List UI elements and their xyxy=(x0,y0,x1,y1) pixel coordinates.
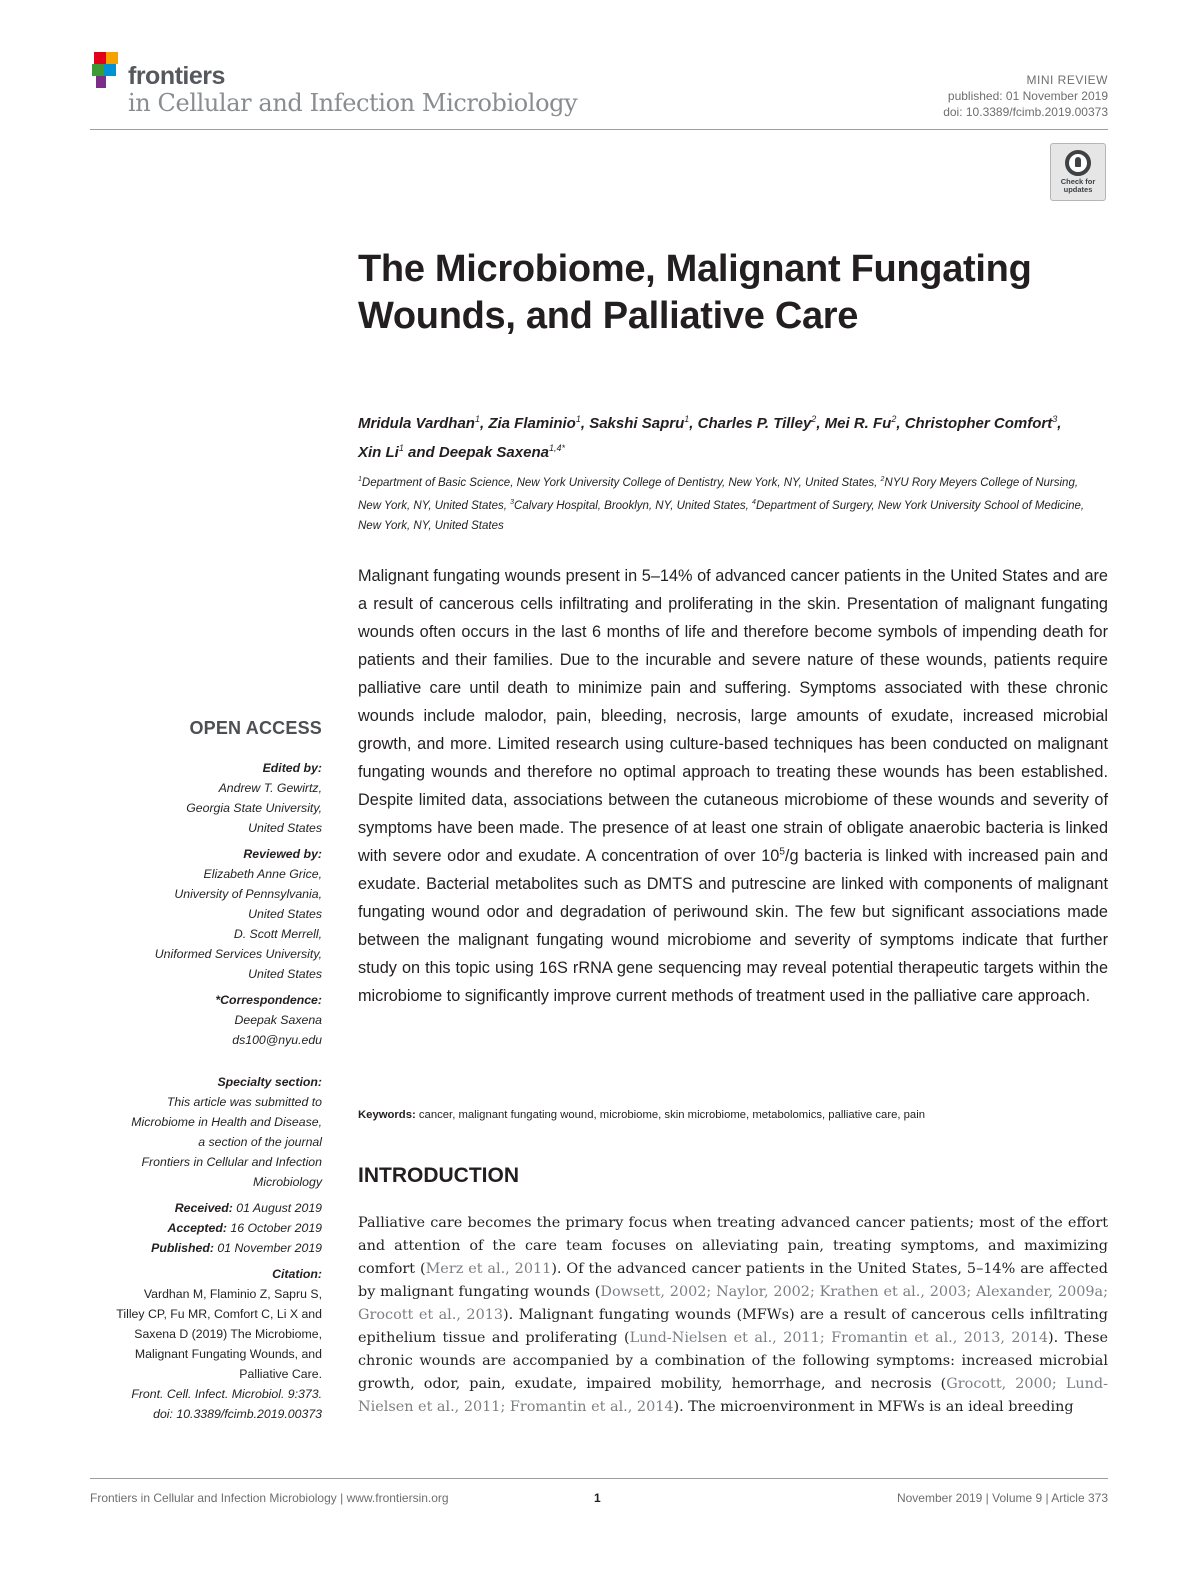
editor-country: United States xyxy=(248,821,322,835)
author-affiliation-mark: 1 xyxy=(684,414,690,424)
intro-text: ). The microenvironment in MFWs is an ideal breeding xyxy=(673,1399,1074,1415)
citation-journal: Front. Cell. Infect. Microbiol. 9:373. xyxy=(131,1387,322,1401)
specialty-line: Microbiome in Health and Disease, xyxy=(131,1115,322,1129)
author-name[interactable]: Christopher Comfort xyxy=(904,415,1053,432)
footer-issue: November 2019 | Volume 9 | Article 373 xyxy=(896,1491,1108,1505)
check-updates-icon xyxy=(1065,150,1091,176)
frontiers-logo-icon xyxy=(88,48,128,92)
article-meta xyxy=(943,72,1108,120)
affiliation-number: 4 xyxy=(752,498,756,506)
affiliation-text: Department of Basic Science, New York University College of Dentistry, New York, NY, United States, xyxy=(361,476,881,489)
specialty-section-label: Specialty section: xyxy=(217,1075,322,1089)
citation-link[interactable]: Dowsett, 2002; Naylor, 2002; Krathen et al., 2003; Alexander, 2009a; Grocott et al., 2013 xyxy=(358,1284,1108,1323)
author-affiliation-mark: 1 xyxy=(398,443,404,453)
reviewer-affiliation: Uniformed Services University, xyxy=(154,947,322,961)
correspondence-label: *Correspondence: xyxy=(215,993,322,1007)
intro-text: ). Of the advanced cancer patients in the United States, 5–14% are affected by malignant fungating wounds ( xyxy=(358,1261,1108,1300)
reviewer-country: United States xyxy=(248,967,322,981)
footer-journal: Frontiers in Cellular and Infection Microbiology | www.frontiersin.org xyxy=(90,1491,449,1505)
specialty-line: This article was submitted to xyxy=(166,1095,322,1109)
citation-link[interactable]: Grocott, 2000; Lund-Nielsen et al., 2011; Fromantin et al., 2014 xyxy=(358,1376,1108,1415)
open-access-label: OPEN ACCESS xyxy=(189,718,322,738)
published-label: Published: xyxy=(151,1241,214,1255)
specialty-line: a section of the journal xyxy=(198,1135,322,1149)
header-rule xyxy=(90,129,1108,130)
affiliations xyxy=(358,470,1098,536)
affiliation-number: 1 xyxy=(358,476,362,483)
article-type: MINI REVIEW xyxy=(1026,73,1108,87)
check-for-updates-button[interactable] xyxy=(1050,143,1106,201)
section-heading-introduction: INTRODUCTION xyxy=(358,1164,519,1187)
citation-link[interactable]: Merz et al., 2011 xyxy=(425,1261,552,1277)
author-name[interactable]: Charles P. Tilley xyxy=(697,415,812,432)
citation-line: Malignant Fungating Wounds, and xyxy=(134,1347,322,1361)
published-date: published: 01 November 2019 xyxy=(947,89,1108,103)
specialty-line: Frontiers in Cellular and Infection xyxy=(141,1155,322,1169)
citation-line: Tilley CP, Fu MR, Comfort C, Li X and xyxy=(116,1307,322,1321)
affiliation-text: Calvary Hospital, Brooklyn, NY, United States, xyxy=(514,499,753,512)
author-list: Mridula Vardhan$^1$, Zia Flaminio$^1$, Sakshi Sapru$^1$, Charles P. Tilley$^2$, Mei R. Fu$^2$, Christopher Comfort$^3$, Xin Li$^1$ and Deepak Saxena$^{1,4*}$ xyxy=(358,414,1062,461)
affiliation-text: Department of Surgery, New York University School of Medicine, New York, NY, United States xyxy=(358,499,1085,532)
intro-text: Palliative care becomes the primary focus when treating advanced cancer patients; most of the effort and attention of the care team focuses on alleviating pain, treating symptoms, and maximizing comfort ( xyxy=(358,1215,1108,1277)
keywords xyxy=(358,1109,1118,1121)
reviewer-name: D. Scott Merrell, xyxy=(233,927,322,941)
keywords-label: Keywords: xyxy=(358,1109,416,1121)
specialty-line: Microbiology xyxy=(252,1175,322,1189)
journal-name: in Cellular and Infection Microbiology xyxy=(128,89,578,117)
accepted-date-row xyxy=(80,1218,322,1238)
introduction-paragraph xyxy=(358,1212,1108,1442)
author-name[interactable]: Deepak Saxena xyxy=(438,444,549,461)
intro-text: ). Malignant fungating wounds (MFWs) are a result of cancerous cells infiltrating epithelium tissue and proliferating ( xyxy=(358,1307,1108,1346)
author-name[interactable]: Sakshi Sapru xyxy=(589,415,685,432)
footer-rule xyxy=(90,1478,1108,1479)
editor-name: Andrew T. Gewirtz, xyxy=(218,781,322,795)
page-number: 1 xyxy=(594,1491,601,1505)
abstract-exponent: 5 xyxy=(779,846,785,858)
edited-by-label: Edited by: xyxy=(262,761,322,775)
correspondence-name: Deepak Saxena xyxy=(234,1013,322,1027)
citation-line: Saxena D (2019) The Microbiome, xyxy=(134,1327,322,1341)
author-affiliation-mark: 1 xyxy=(474,414,480,424)
keywords-list: cancer, malignant fungating wound, microbiome, skin microbiome, metabolomics, palliative care, pain xyxy=(418,1109,925,1121)
published-date-value: 01 November 2019 xyxy=(217,1241,322,1255)
brand-name: frontiers xyxy=(128,62,225,90)
author-name[interactable]: Xin Li xyxy=(358,444,399,461)
reviewed-by-label: Reviewed by: xyxy=(243,847,322,861)
author-affiliation-mark: 1 xyxy=(575,414,581,424)
author-affiliation-mark: 1,4* xyxy=(548,443,565,453)
reviewer-affiliation: University of Pennsylvania, xyxy=(174,887,322,901)
citation-label: Citation: xyxy=(272,1267,322,1281)
correspondence-email[interactable]: ds100@nyu.edu xyxy=(232,1033,322,1047)
article-info-sidebar xyxy=(80,718,322,1424)
received-label: Received: xyxy=(174,1201,233,1215)
citation-line: Palliative Care. xyxy=(239,1367,322,1381)
citation-line: Vardhan M, Flaminio Z, Sapru S, xyxy=(143,1287,322,1301)
citation-link[interactable]: Lund-Nielsen et al., 2011; Fromantin et al., 2013, 2014 xyxy=(629,1330,1049,1346)
affiliation-number: 2 xyxy=(880,476,885,483)
intro-text: ). These chronic wounds are accompanied by a combination of the following symptoms: increased microbial growth, odor, pain, exudate, impaired mobility, hemorrhage, and necrosis ( xyxy=(358,1330,1108,1392)
abstract-text: Malignant fungating wounds present in 5–14% of advanced cancer patients in the United States and are a result of cancerous cells infiltrating and proliferating in the skin. Presentation of malignant fungating wounds often occurs in the last 6 months of life and therefore become symbols of impending death for patients and their families. Due to the incurable and severe nature of these wounds, patients require palliative care until death to minimize pain and suffering. Symptoms associated with these chronic wounds include malodor, pain, bleeding, necrosis, large amounts of exudate, increased microbial growth, and more. Limited research using culture-based techniques has been conducted on malignant fungating wounds and therefore no optimal approach to treating these wounds has been established. Despite limited data, associations between the cutaneous microbiome of these wounds and severity of symptoms have been made. The presence of at least one strain of obligate anaerobic bacteria is linked with severe odor and exudate. A concentration of over 10 xyxy=(358,567,1108,865)
article-doi[interactable]: doi: 10.3389/fcimb.2019.00373 xyxy=(943,105,1108,119)
article-title: The Microbiome, Malignant Fungating Wounds, and Palliative Care xyxy=(358,248,1032,337)
affiliation-text: NYU Rory Meyers College of Nursing, New York, NY, United States, xyxy=(358,476,1079,512)
editor-affiliation: Georgia State University, xyxy=(186,801,322,815)
author-affiliation-mark: 2 xyxy=(891,414,897,424)
abstract xyxy=(358,562,1108,1010)
author-name[interactable]: Zia Flaminio xyxy=(488,415,576,432)
citation-doi[interactable]: doi: 10.3389/fcimb.2019.00373 xyxy=(153,1407,322,1421)
accepted-label: Accepted: xyxy=(167,1221,227,1235)
author-affiliation-mark: 2 xyxy=(811,414,817,424)
author-name[interactable]: Mei R. Fu xyxy=(824,415,892,432)
abstract-text: /g bacteria is linked with increased pain and exudate. Bacterial metabolites such as DMTS and putrescine are linked with components of malignant fungating wound odor and degradation of periwound skin. The few but significant associations made between the malignant fungating wound microbiome and severity of symptoms indicate that further study on this topic using 16S rRNA gene sequencing may reveal potential therapeutic targets within the microbiome to significantly improve current methods of treatment used in the palliative care approach. xyxy=(358,847,1108,1005)
author-affiliation-mark: 3 xyxy=(1052,414,1058,424)
affiliation-number: 3 xyxy=(510,498,515,506)
accepted-date: 16 October 2019 xyxy=(230,1221,322,1235)
received-date-row xyxy=(80,1198,322,1218)
received-date: 01 August 2019 xyxy=(236,1201,322,1215)
published-date-row xyxy=(80,1238,322,1258)
author-name[interactable]: Mridula Vardhan xyxy=(358,415,475,432)
reviewer-country: United States xyxy=(248,907,322,921)
reviewer-name: Elizabeth Anne Grice, xyxy=(203,867,322,881)
check-updates-label: Check for updates xyxy=(1060,177,1096,194)
